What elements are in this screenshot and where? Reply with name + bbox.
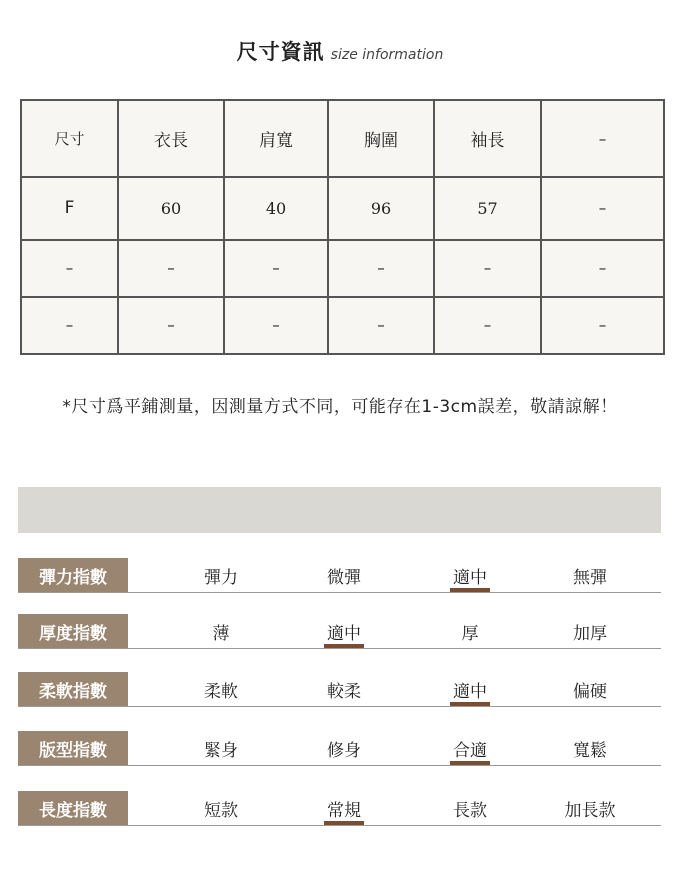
table-cell: – xyxy=(21,240,118,297)
index-option: 厚 xyxy=(461,623,479,644)
index-option: 較柔 xyxy=(327,681,361,702)
table-cell: – xyxy=(328,297,434,354)
table-cell: 衣長 xyxy=(118,100,224,177)
index-row xyxy=(18,558,661,594)
table-cell: – xyxy=(224,297,328,354)
index-label: 厚度指數 xyxy=(18,614,128,648)
table-cell: 尺寸 xyxy=(21,100,118,177)
table-cell: 60 xyxy=(118,177,224,240)
index-label: 柔軟指數 xyxy=(18,672,128,706)
index-row-divider xyxy=(18,765,661,766)
page-title xyxy=(0,36,680,66)
table-cell: F xyxy=(21,177,118,240)
index-row-divider xyxy=(18,648,661,649)
table-cell: – xyxy=(434,297,541,354)
table-cell: 40 xyxy=(224,177,328,240)
index-row-divider xyxy=(18,706,661,707)
index-option: 短款 xyxy=(204,800,238,821)
table-cell: – xyxy=(118,297,224,354)
table-cell: – xyxy=(118,240,224,297)
table-row xyxy=(21,177,664,240)
divider-band xyxy=(18,487,661,533)
index-option: 長款 xyxy=(453,800,487,821)
index-option: 柔軟 xyxy=(204,681,238,702)
index-option-selected: 合適 xyxy=(425,731,515,765)
index-option: 薄 xyxy=(212,623,230,644)
index-row xyxy=(18,672,661,708)
table-row xyxy=(21,297,664,354)
index-option: 彈力 xyxy=(204,567,238,588)
index-option-selected: 適中 xyxy=(425,672,515,706)
table-cell: – xyxy=(328,240,434,297)
table-cell: – xyxy=(434,240,541,297)
index-option-selected: 常規 xyxy=(299,791,389,825)
table-cell: – xyxy=(21,297,118,354)
table-cell: – xyxy=(541,297,664,354)
index-label: 版型指數 xyxy=(18,731,128,765)
index-option: 微彈 xyxy=(327,567,361,588)
table-cell: 96 xyxy=(328,177,434,240)
index-row-divider xyxy=(18,592,661,593)
table-cell: – xyxy=(541,100,664,177)
size-table xyxy=(20,99,665,355)
index-row xyxy=(18,614,661,650)
index-option-selected: 適中 xyxy=(425,558,515,592)
title-main: 尺寸資訊 xyxy=(236,40,325,64)
index-option: 寬鬆 xyxy=(573,740,607,761)
index-label: 彈力指數 xyxy=(18,558,128,592)
table-cell: 胸圍 xyxy=(328,100,434,177)
index-row-divider xyxy=(18,825,661,826)
table-cell: 57 xyxy=(434,177,541,240)
table-cell: 肩寬 xyxy=(224,100,328,177)
index-row xyxy=(18,731,661,767)
table-cell: – xyxy=(541,177,664,240)
table-cell: – xyxy=(224,240,328,297)
measurement-note: *尺寸爲平鋪測量，因測量方式不同，可能存在1-3cm誤差，敬請諒解！ xyxy=(62,397,618,417)
index-option: 加長款 xyxy=(564,800,616,821)
index-option: 無彈 xyxy=(573,567,607,588)
index-option: 偏硬 xyxy=(573,681,607,702)
index-label: 長度指數 xyxy=(18,791,128,825)
index-row xyxy=(18,791,661,827)
table-cell: 袖長 xyxy=(434,100,541,177)
title-subtitle: size information xyxy=(330,47,444,63)
index-option-selected: 適中 xyxy=(299,614,389,648)
index-option: 緊身 xyxy=(204,740,238,761)
index-option: 修身 xyxy=(327,740,361,761)
table-row xyxy=(21,240,664,297)
table-cell: – xyxy=(541,240,664,297)
table-header-row xyxy=(21,100,664,177)
index-option: 加厚 xyxy=(573,623,607,644)
